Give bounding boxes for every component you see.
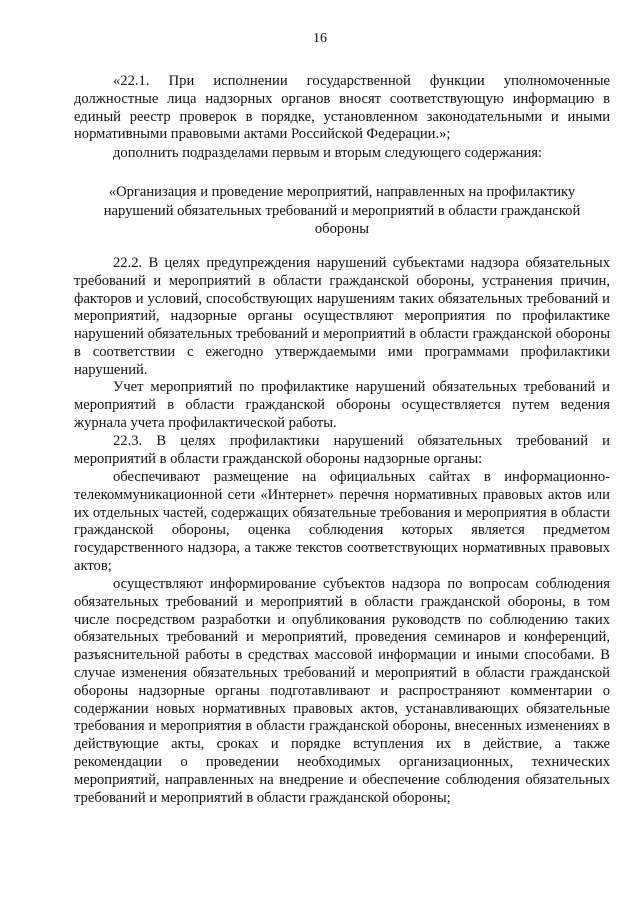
paragraph-addition: дополнить подразделами первым и вторым следующего содержания: [113,145,543,161]
paragraph-22-3: 22.3. В целях профилактики нарушений обязательных требований и мероприятий в области гражданской обороны надзорные органы: [74,433,610,467]
paragraph-publication: обеспечивают размещение на официальных сайтах в информационно-телекоммуникационной сети «Интернет» перечня нормативных правовых актов или их отдельных частей, содержащих обязательные требования и мероприятия в области гражданской обороны, оценка соблюдения которых является предметом государственного надзора, а также текстов соответствующих нормативных правовых актов; [74,469,610,574]
paragraph-accounting: Учет мероприятий по профилактике нарушений обязательных требований и мероприятий в области гражданской обороны осуществляется путем ведения журнала учета профилактической работы. [74,379,610,431]
section-heading: «Организация и проведение мероприятий, направленных на профилактику нарушений обязательных требований и мероприятий в области гражданской обороны [103,184,581,237]
paragraph-22-2: 22.2. В целях предупреждения нарушений субъектами надзора обязательных требований и мероприятий в области гражданской обороны, устранения причин, факторов и условий, способствующих нарушениям таких обязательных требований и мероприятий, надзорные органы осуществляют мероприятия по профилактике нарушений обязательных требований и мероприятий в области гражданской обороны в соответствии с ежегодно утверждаемыми ими программами профилактики нарушений. [74,255,610,378]
page-number: 16 [313,31,327,46]
paragraph-22-1: «22.1. При исполнении государственной функции уполномоченные должностные лица надзорных органов вносят соответствующую информацию в единый реестр проверок в порядке, установленном законодательными и иными нормативными правовыми актами Российской Федерации.»; [74,73,610,143]
paragraph-informing: осуществляют информирование субъектов надзора по вопросам соблюдения обязательных требований и мероприятий в области гражданской обороны, в том числе посредством разработки и опубликования руководств по соблюдению таких обязательных требований и мероприятий, проведения семинаров и конференций, разъяснительной работы в средствах массовой информации и иными способами. В случае изменения обязательных требований и мероприятий в области гражданской обороны надзорные органы подготавливают и распространяют комментарии о содержании новых нормативных правовых актов, устанавливающих обязательные требования и мероприятия в области гражданской обороны, внесенных изменениях в действующие акты, сроках и порядке вступления их в действие, а также рекомендации о проведении необходимых организационных, технических мероприятий, направленных на внедрение и обеспечение соблюдения обязательных требований и мероприятий в области гражданской обороны; [74,576,610,806]
